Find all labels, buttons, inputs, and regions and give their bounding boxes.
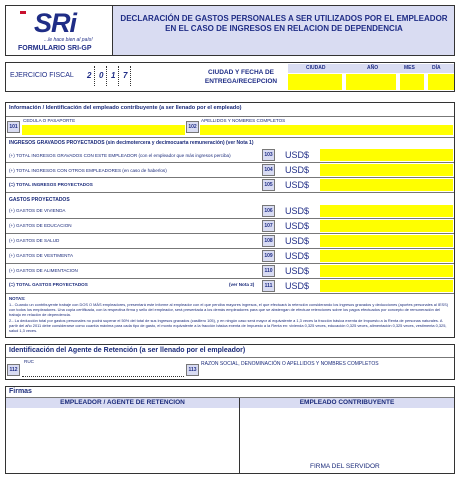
signatures-title: Firmas [9, 388, 32, 395]
row-line [6, 233, 454, 234]
expense-row-label: (+) GASTOS DE SALUD [9, 238, 60, 243]
agent-section-title: Identificación del Agente de Retención (a ser llenado por el empleador) [9, 347, 246, 354]
logo-text: SRi [34, 8, 77, 38]
expense-106-input[interactable] [320, 205, 453, 217]
expense-107-input[interactable] [320, 220, 453, 232]
fiscal-year-label: EJERCICIO FISCAL [10, 72, 74, 79]
employee-row-line [6, 137, 454, 138]
expense-110-input[interactable] [320, 265, 453, 277]
income-row-label: (+) TOTAL INGRESOS CON OTROS EMPLEADORES (en caso de haberlos) [9, 168, 167, 173]
logo-tagline: ...le hace bien al país! [44, 37, 93, 43]
year-separator [106, 66, 107, 86]
expense-row-currency: USD$ [285, 251, 310, 261]
form-name: FORMULARIO SRI-GP [18, 45, 92, 52]
field-101-code: 101 [7, 121, 20, 133]
expense-row-code: 111 [262, 280, 275, 292]
employee-name-input[interactable] [200, 125, 453, 135]
income-105-input[interactable] [320, 179, 453, 191]
row-line [6, 278, 454, 279]
income-row-currency: USD$ [285, 150, 310, 160]
note-1: 1.- Cuando un contribuyente trabaje con DOS O MÁS empleadores, presentará este informe al empleador con el que perciba mayores ingresos, el que efectuará la retención considerando los ingresos gravados y deducciones (aportes personales al IESS) con todos los empleadores. Una copia certificada, con la respectiva firma y sello del empleador, será presentada a los demás empleadores para que se abstengan de efectuar retenciones sobre los pagos efectuados por concepto de remuneración del trabajo en relación de dependencia. [9, 302, 449, 318]
year-separator [130, 66, 131, 86]
employee-name-label: APELLIDOS Y NOMBRES COMPLETOS [201, 118, 286, 123]
day-input[interactable] [428, 74, 454, 90]
income-row-label: (+) TOTAL INGRESOS GRAVADOS CON ESTE EMPLEADOR (con el empleador que más ingresos perciba) [9, 153, 231, 158]
year-separator [94, 66, 95, 86]
month-input[interactable] [400, 74, 424, 90]
row-line [6, 218, 454, 219]
income-103-input[interactable] [320, 149, 453, 161]
year-input[interactable] [346, 74, 396, 90]
income-104-input[interactable] [320, 164, 453, 176]
expense-row-currency: USD$ [285, 206, 310, 216]
expense-row-note: (ver Nota 2) [229, 282, 255, 287]
row-line [6, 293, 454, 294]
field-112-code: 112 [7, 364, 20, 376]
agent-title-line [6, 357, 454, 358]
expense-row-currency: USD$ [285, 236, 310, 246]
expense-row-currency: USD$ [285, 281, 310, 291]
expense-row-label: (+) GASTOS DE ALIMENTACION [9, 268, 78, 273]
employee-header: EMPLEADO CONTRIBUYENTE [299, 399, 395, 406]
income-row-label: (=) TOTAL INGRESOS PROYECTADOS [9, 182, 93, 187]
expense-row-currency: USD$ [285, 266, 310, 276]
month-header: MES [404, 65, 415, 71]
year-digit-4: 7 [123, 71, 128, 80]
field-102-code: 102 [186, 121, 199, 133]
income-row-code: 105 [262, 179, 275, 191]
servant-signature-label: FIRMA DEL SERVIDOR [310, 463, 380, 470]
employee-section-title: Información / Identificación del empleado contribuyente (a ser llenado por el empleado) [9, 105, 242, 111]
expense-row-label: (+) GASTOS DE EDUCACION [9, 223, 72, 228]
employee-title-line [6, 116, 454, 117]
income-section-title: INGRESOS GRAVADOS PROYECTADOS (sin decimotercera y decimocuarta remuneración) (ver Nota 1) [9, 140, 254, 146]
row-line [6, 263, 454, 264]
row-line [6, 192, 454, 193]
agent-name-label: RAZON SOCIAL, DENOMINACIÓN O APELLIDOS Y NOMBRES COMPLETOS [201, 361, 379, 367]
expense-row-code: 106 [262, 205, 275, 217]
note-2: 2.- La deducción total por gastos personales no podrá superar el 50% del total de sus ingresos gravados (casillero 105), y en ningún caso será mayor al equivalente a 1,3 veces la fracción básica exenta de Impuesto a la Renta de personas naturales. A partir del año 2011 debe considerarse como cuantía máxima para cada tipo de gasto, el monto equivalente a la fracción básica exenta de Impuesto a la Renta en: vivienda 0,325 veces, educación 0,325 veces, alimentación 0,325 veces, vestimenta 0,325, salud 1,3 veces. [9, 318, 447, 334]
row-line [6, 177, 454, 178]
sri-logo [14, 9, 104, 43]
expenses-section-title: GASTOS PROYECTADOS [9, 197, 70, 203]
income-row-code: 104 [262, 164, 275, 176]
expense-row-label: (+) GASTOS DE VESTIMENTA [9, 253, 74, 258]
year-digit-2: 0 [99, 71, 104, 80]
income-row-currency: USD$ [285, 165, 310, 175]
agent-name-input[interactable] [200, 368, 453, 378]
employer-header: EMPLEADOR / AGENTE DE RETENCION [60, 399, 185, 406]
expense-row-code: 108 [262, 235, 275, 247]
ruc-label: RUC [24, 359, 34, 364]
income-row-currency: USD$ [285, 180, 310, 190]
expense-row-code: 110 [262, 265, 275, 277]
ruc-input[interactable] [22, 365, 184, 377]
row-line [6, 162, 454, 163]
expense-row-label: (+) GASTOS DE VIVIENDA [9, 208, 66, 213]
expense-row-label: (=) TOTAL GASTOS PROYECTADOS [9, 282, 88, 287]
city-input[interactable] [288, 74, 342, 90]
field-113-code: 113 [186, 364, 199, 376]
employer-signature-area[interactable] [6, 409, 239, 473]
id-input[interactable] [22, 125, 185, 135]
expense-109-input[interactable] [320, 250, 453, 262]
year-header: AÑO [367, 65, 379, 71]
expense-111-input[interactable] [320, 280, 453, 292]
notes-title: NOTAS: [9, 296, 26, 301]
expense-108-input[interactable] [320, 235, 453, 247]
year-digit-3: 1 [111, 71, 116, 80]
form-title: DECLARACIÓN DE GASTOS PERSONALES A SER UTILIZADOS POR EL EMPLEADOR EN EL CASO DE INGRESOS EN RELACION DE DEPENDENCIA [120, 14, 448, 33]
city-header: CIUDAD [306, 65, 326, 71]
year-digit-1: 2 [87, 71, 92, 80]
expense-row-currency: USD$ [285, 221, 310, 231]
income-row-code: 103 [262, 149, 275, 161]
expense-row-code: 107 [262, 220, 275, 232]
row-line [6, 248, 454, 249]
id-label: CEDULA O PASAPORTE [23, 118, 76, 123]
fiscal-year-field[interactable] [80, 64, 135, 89]
expense-row-code: 109 [262, 250, 275, 262]
year-separator [118, 66, 119, 86]
date-label: CIUDAD Y FECHA DE ENTREGA/RECEPCION [204, 69, 278, 85]
day-header: DÍA [432, 65, 441, 71]
